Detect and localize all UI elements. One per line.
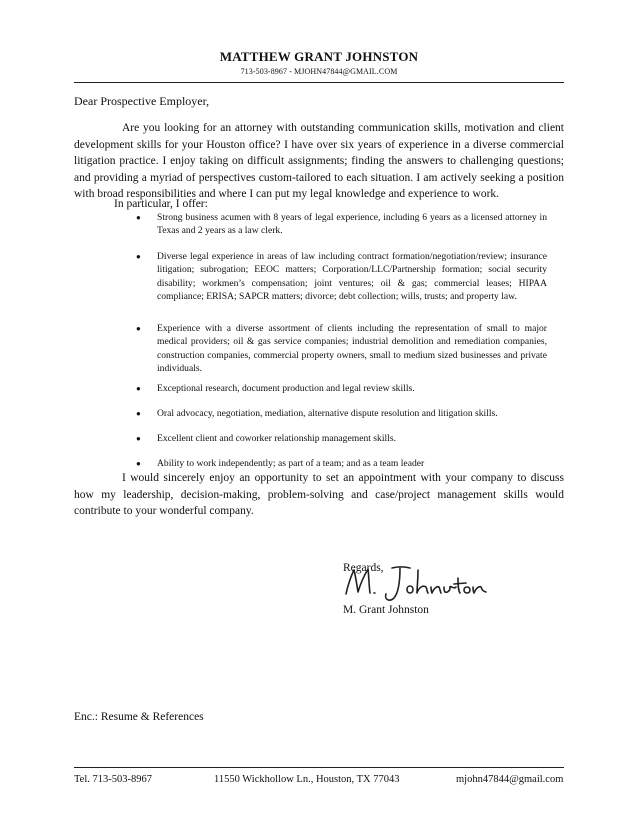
offer-intro: In particular, I offer: <box>114 198 208 210</box>
bullet-icon: ● <box>136 384 141 393</box>
offer-text: Diverse legal experience in areas of law including contract formation/negotiation/review; insurance litigation; subrogation; EEOC matters; Corporation/LLC/Partnership formation; social security disability; workmen’s compensation; joint ventures; oil & gas; commercial leases; HIPAA compliance; ERISA; SAPCR matters; divorce; debt collection; wills, trusts; and property law. <box>157 251 547 302</box>
bullet-icon: ● <box>136 213 141 222</box>
offer-text: Oral advocacy, negotiation, mediation, alternative dispute resolution and litigation skills. <box>157 408 498 419</box>
list-item <box>136 322 547 375</box>
closing-paragraph: I would sincerely enjoy an opportunity to set an appointment with your company to discuss how my leadership, decision-making, problem-solving and case/project management skills would contribute to your wonderful company. <box>74 472 564 518</box>
bullet-icon: ● <box>136 252 141 261</box>
sender-name: MATTHEW GRANT JOHNSTON <box>219 49 419 64</box>
offer-text: Experience with a diverse assortment of clients including the representation of small to major medical providers; oil & gas service companies; industrial demolition and remediation companies, construction companies, commercial property owners, small to medium sized businesses and private individuals. <box>157 323 547 374</box>
footer-email: mjohn47844@gmail.com <box>456 774 564 785</box>
handwritten-signature <box>340 560 490 608</box>
bullet-icon: ● <box>136 324 141 333</box>
sender-contact: 713-503-8967 - MJOHN47844@GMAIL.COM <box>240 67 398 76</box>
list-item <box>136 250 547 303</box>
list-item <box>136 382 547 395</box>
footer-address: 11550 Wickhollow Ln., Houston, TX 77043 <box>214 774 400 785</box>
bullet-icon: ● <box>136 434 141 443</box>
intro-paragraph: Are you looking for an attorney with outstanding communication skills, motivation and client development skills for your Houston office? I have over six years of experience in a diverse commercial litigation practice. I enjoy taking on difficult assignments; finding the answers to challenging questions; and providing a myriad of perspectives custom-tailored to each situation. I am actively seeking a position with broad responsibilities and where I can put my legal knowledge and experience to work. <box>74 122 564 201</box>
offer-text: Excellent client and coworker relationship management skills. <box>157 433 396 444</box>
list-item <box>136 432 547 445</box>
offer-text: Strong business acumen with 8 years of legal experience, including 6 years as a licensed attorney in Texas and 2 years as a law clerk. <box>157 212 547 237</box>
signer-name: M. Grant Johnston <box>343 604 429 616</box>
closing: Regards, <box>343 562 384 574</box>
list-item <box>136 457 547 470</box>
salutation: Dear Prospective Employer, <box>74 94 210 108</box>
footer-phone: Tel. 713-503-8967 <box>74 774 153 785</box>
enclosure-note: Enc.: Resume & References <box>74 711 204 723</box>
offer-text: Exceptional research, document production and legal review skills. <box>157 383 415 394</box>
list-item <box>136 407 547 420</box>
header-divider <box>74 82 564 83</box>
footer-divider <box>74 767 564 768</box>
offer-text: Ability to work independently; as part of a team; and as a team leader <box>157 458 425 469</box>
list-item <box>136 211 547 238</box>
bullet-icon: ● <box>136 409 141 418</box>
bullet-icon: ● <box>136 459 141 468</box>
